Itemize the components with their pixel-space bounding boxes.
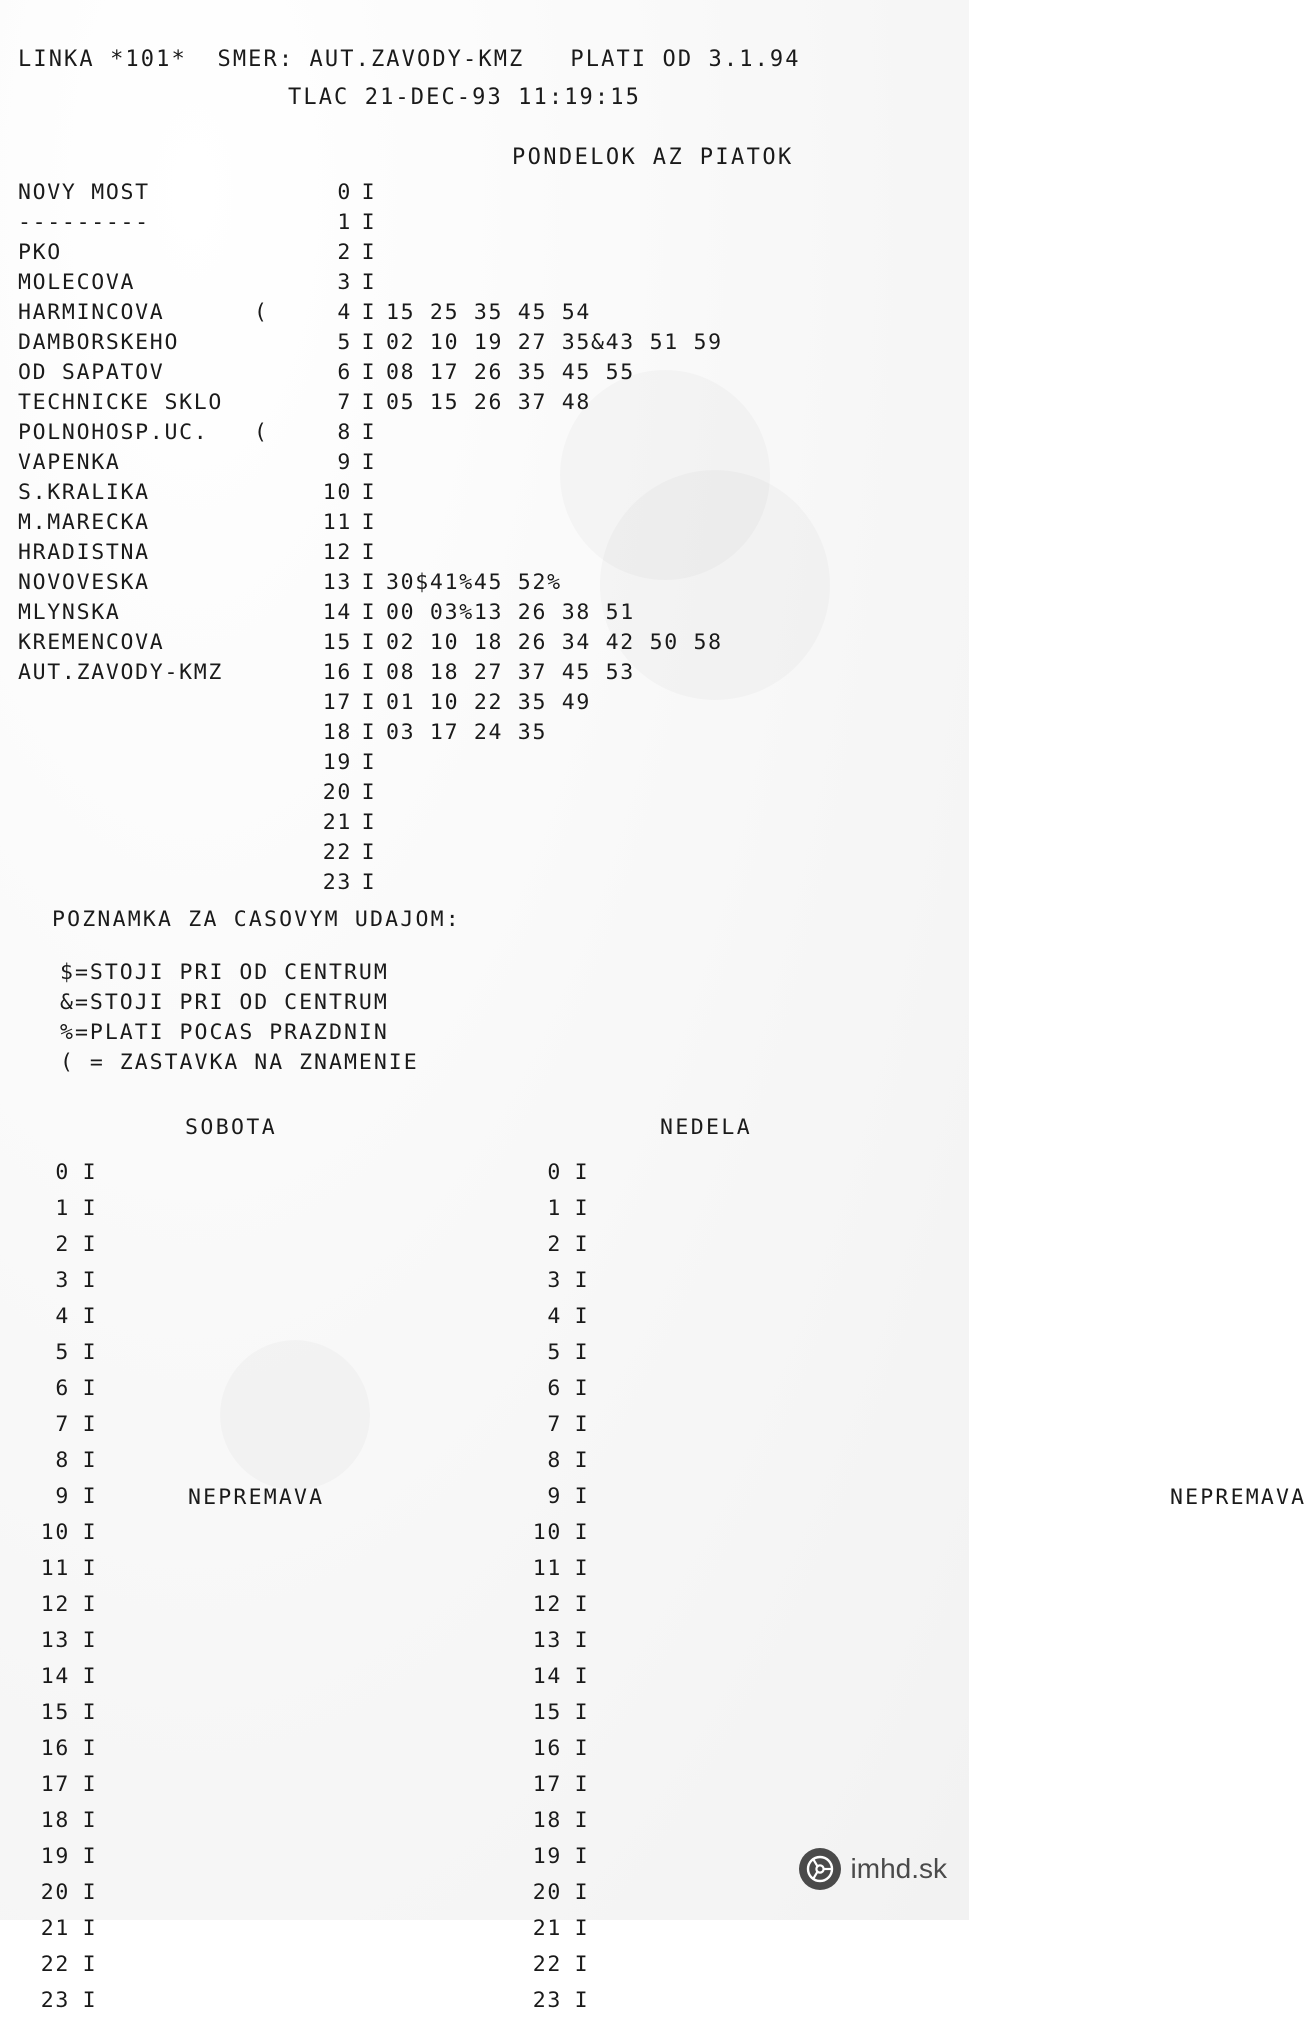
hour-separator: I [361,360,377,385]
hour-separator: I [82,1196,98,1221]
hour-cell: 12 [40,1592,70,1617]
timetable-row [18,328,723,358]
hour-cell: 8 [55,1448,70,1473]
stop-name: NOVY MOST [18,180,150,205]
hour-cell: 16 [40,1736,70,1761]
hour-cell: 22 [322,840,352,865]
hour-separator: I [361,420,377,445]
minutes-cell: 30$41%45 52% [386,570,562,595]
hour-separator: I [574,1916,590,1941]
hour-cell: 12 [322,540,352,565]
timetable-row [18,508,723,538]
hour-cell: 18 [532,1808,562,1833]
hour-cell: 17 [322,690,352,715]
weekend-hour-row [520,1770,602,1806]
weekend-hour-row [520,1374,602,1410]
timetable-row [18,178,723,208]
hour-separator: I [361,540,377,565]
minutes-cell: 08 17 26 35 45 55 [386,360,635,385]
hour-separator: I [574,1268,590,1293]
hour-cell: 6 [547,1376,562,1401]
hour-cell: 22 [40,1952,70,1977]
hour-cell: 19 [40,1844,70,1869]
hour-cell: 23 [532,1988,562,2013]
weekend-hour-row [520,1878,602,1914]
hour-separator: I [82,1700,98,1725]
hour-separator: I [82,1268,98,1293]
hour-cell: 4 [337,300,352,325]
hour-separator: I [574,1988,590,2013]
stop-name: PKO [18,240,62,265]
hour-separator: I [574,1412,590,1437]
weekend-hour-row [28,1878,110,1914]
weekend-hour-row [28,1914,110,1950]
weekend-hour-row [520,1230,602,1266]
timetable-row [18,538,723,568]
hour-separator: I [82,1880,98,1905]
hour-separator: I [82,1304,98,1329]
hour-separator: I [361,210,377,235]
hour-separator: I [574,1160,590,1185]
weekend-hour-row [520,1590,602,1626]
hour-cell: 5 [337,330,352,355]
hour-cell: 3 [55,1268,70,1293]
weekday-section-title: PONDELOK AZ PIATOK [512,145,794,170]
stop-name: HRADISTNA [18,540,150,565]
timetable-row [18,208,723,238]
hour-separator: I [361,180,377,205]
stop-name: KREMENCOVA [18,630,165,655]
hour-cell: 23 [40,1988,70,2013]
stop-name: --------- [18,210,150,235]
hour-cell: 13 [532,1628,562,1653]
weekday-timetable [18,178,723,898]
hour-cell: 5 [547,1340,562,1365]
hour-cell: 13 [322,570,352,595]
steering-wheel-icon [799,1848,841,1890]
request-stop-marker: ( [254,300,269,325]
hour-separator: I [574,1448,590,1473]
timetable-row [18,238,723,268]
timetable-row [18,718,723,748]
weekend-hour-row [28,1266,110,1302]
timetable-row [18,808,723,838]
hour-cell: 18 [40,1808,70,1833]
hour-separator: I [361,270,377,295]
weekend-hour-row [28,1950,110,1986]
watermark-text: imhd.sk [850,1853,947,1884]
weekend-hour-row [520,1446,602,1482]
weekend-hour-row [520,1950,602,1986]
weekend-hour-row [28,1842,110,1878]
hour-separator: I [574,1232,590,1257]
hour-separator: I [361,690,377,715]
notes-title: POZNAMKA ZA CASOVYM UDAJOM: [52,907,461,932]
weekend-hour-row [520,1698,602,1734]
hour-cell: 21 [322,810,352,835]
hour-cell: 10 [322,480,352,505]
hour-cell: 16 [322,660,352,685]
hour-cell: 17 [40,1772,70,1797]
hour-separator: I [82,1916,98,1941]
minutes-cell: 08 18 27 37 45 53 [386,660,635,685]
weekend-hour-row [28,1158,110,1194]
saturday-hour-rows [28,1158,110,2022]
hour-separator: I [574,1592,590,1617]
minutes-cell: 02 10 19 27 35&43 51 59 [386,330,723,355]
stop-name: M.MARECKA [18,510,150,535]
hour-cell: 19 [532,1844,562,1869]
timetable-row [18,478,723,508]
weekend-hour-row [520,1410,602,1446]
minutes-cell: 00 03%13 26 38 51 [386,600,635,625]
weekend-hour-row [28,1734,110,1770]
minutes-cell: 15 25 35 45 54 [386,300,592,325]
notes-list [60,958,419,1078]
sunday-hour-rows [520,1158,602,2022]
hour-cell: 7 [337,390,352,415]
note-line: ( = ZASTAVKA NA ZNAMENIE [60,1050,419,1075]
hour-cell: 20 [532,1880,562,1905]
hour-separator: I [82,1808,98,1833]
hour-cell: 17 [532,1772,562,1797]
hour-separator: I [574,1736,590,1761]
hour-separator: I [361,840,377,865]
hour-cell: 7 [547,1412,562,1437]
weekend-hour-row [520,1158,602,1194]
hour-cell: 3 [337,270,352,295]
hour-cell: 8 [337,420,352,445]
hour-cell: 14 [40,1664,70,1689]
hour-separator: I [82,1376,98,1401]
hour-separator: I [574,1484,590,1509]
hour-cell: 19 [322,750,352,775]
hour-cell: 11 [532,1556,562,1581]
hour-separator: I [574,1196,590,1221]
weekend-hour-row [520,1806,602,1842]
weekend-hour-row [28,1770,110,1806]
hour-separator: I [82,1772,98,1797]
hour-cell: 6 [55,1376,70,1401]
weekend-hour-row [520,1662,602,1698]
hour-cell: 10 [40,1520,70,1545]
weekend-hour-row [28,1806,110,1842]
hour-cell: 10 [532,1520,562,1545]
weekend-hour-row [28,1410,110,1446]
timetable-row [18,568,723,598]
hour-cell: 21 [532,1916,562,1941]
hour-separator: I [82,1952,98,1977]
weekend-hour-row [28,1518,110,1554]
stop-name: MLYNSKA [18,600,121,625]
weekend-hour-row [520,1302,602,1338]
hour-cell: 13 [40,1628,70,1653]
timetable-row [18,448,723,478]
timetable-row [18,628,723,658]
hour-separator: I [574,1844,590,1869]
hour-separator: I [574,1952,590,1977]
timetable-row [18,658,723,688]
stop-name: VAPENKA [18,450,121,475]
weekend-hour-row [28,1554,110,1590]
saturday-no-service-note: NEPREMAVA [188,1485,325,1510]
weekend-hour-row [520,1734,602,1770]
weekend-hour-row [28,1482,110,1518]
hour-cell: 11 [322,510,352,535]
hour-cell: 6 [337,360,352,385]
hour-separator: I [574,1664,590,1689]
hour-cell: 2 [55,1232,70,1257]
timetable-row [18,388,723,418]
weekend-hour-row [28,1194,110,1230]
hour-separator: I [82,1736,98,1761]
hour-separator: I [361,750,377,775]
hour-separator: I [574,1340,590,1365]
weekend-hour-row [28,1626,110,1662]
timetable-row [18,598,723,628]
weekend-hour-row [28,1230,110,1266]
hour-cell: 2 [547,1232,562,1257]
imhd-watermark [799,1848,947,1890]
hour-cell: 4 [547,1304,562,1329]
sunday-no-service-note: NEPREMAVA [1170,1485,1306,1510]
hour-separator: I [361,870,377,895]
hour-cell: 15 [40,1700,70,1725]
weekend-hour-row [520,1194,602,1230]
hour-separator: I [82,1520,98,1545]
hour-separator: I [361,570,377,595]
hour-cell: 4 [55,1304,70,1329]
hour-separator: I [574,1772,590,1797]
weekend-hour-row [520,1842,602,1878]
hour-separator: I [82,1664,98,1689]
weekend-hour-row [28,1446,110,1482]
hour-separator: I [574,1520,590,1545]
hour-cell: 9 [547,1484,562,1509]
hour-cell: 22 [532,1952,562,1977]
hour-cell: 0 [55,1160,70,1185]
minutes-cell: 05 15 26 37 48 [386,390,592,415]
hour-separator: I [361,780,377,805]
hour-cell: 5 [55,1340,70,1365]
hour-cell: 11 [40,1556,70,1581]
weekend-hour-row [520,1482,602,1518]
stop-name: S.KRALIKA [18,480,150,505]
hour-separator: I [574,1880,590,1905]
hour-separator: I [574,1376,590,1401]
request-stop-marker: ( [254,420,269,445]
timetable-row [18,748,723,778]
timetable-row [18,868,723,898]
hour-separator: I [361,480,377,505]
hour-cell: 2 [337,240,352,265]
hour-separator: I [82,1556,98,1581]
weekend-hour-row [520,1986,602,2022]
stop-name: DAMBORSKEHO [18,330,180,355]
hour-separator: I [82,1844,98,1869]
hour-separator: I [361,240,377,265]
stop-name: AUT.ZAVODY-KMZ [18,660,224,685]
hour-separator: I [361,600,377,625]
paper-stain [220,1340,370,1490]
timetable-row [18,688,723,718]
timetable-row [18,298,723,328]
hour-cell: 9 [55,1484,70,1509]
hour-separator: I [574,1808,590,1833]
stop-name: NOVOVESKA [18,570,150,595]
hour-cell: 21 [40,1916,70,1941]
hour-cell: 20 [40,1880,70,1905]
hour-cell: 15 [322,630,352,655]
weekend-hour-row [28,1338,110,1374]
header-line-print-timestamp: TLAC 21-DEC-93 11:19:15 [288,85,641,110]
hour-separator: I [82,1484,98,1509]
weekend-hour-row [520,1626,602,1662]
hour-separator: I [574,1700,590,1725]
timetable-row [18,268,723,298]
weekend-hour-row [28,1374,110,1410]
hour-separator: I [82,1988,98,2013]
hour-separator: I [361,390,377,415]
hour-cell: 20 [322,780,352,805]
hour-separator: I [574,1304,590,1329]
hour-cell: 23 [322,870,352,895]
header-line-route: LINKA *101* SMER: AUT.ZAVODY-KMZ PLATI OD 3.1.94 [18,47,801,72]
hour-separator: I [82,1160,98,1185]
hour-cell: 1 [547,1196,562,1221]
hour-cell: 3 [547,1268,562,1293]
hour-cell: 12 [532,1592,562,1617]
hour-cell: 9 [337,450,352,475]
hour-cell: 14 [532,1664,562,1689]
timetable-row [18,838,723,868]
weekend-hour-row [520,1338,602,1374]
hour-cell: 0 [337,180,352,205]
hour-cell: 15 [532,1700,562,1725]
note-line: $=STOJI PRI OD CENTRUM [60,960,389,985]
stop-name: POLNOHOSP.UC. [18,420,209,445]
hour-separator: I [82,1412,98,1437]
sunday-title: NEDELA [660,1115,753,1140]
minutes-cell: 03 17 24 35 [386,720,548,745]
minutes-cell: 01 10 22 35 49 [386,690,592,715]
hour-cell: 8 [547,1448,562,1473]
note-line: %=PLATI POCAS PRAZDNIN [60,1020,389,1045]
stop-name: MOLECOVA [18,270,136,295]
hour-separator: I [82,1592,98,1617]
stop-name: HARMINCOVA [18,300,165,325]
timetable-row [18,418,723,448]
hour-separator: I [82,1232,98,1257]
hour-cell: 14 [322,600,352,625]
weekend-hour-row [28,1590,110,1626]
hour-separator: I [361,810,377,835]
timetable-row [18,778,723,808]
stop-name: TECHNICKE SKLO [18,390,224,415]
hour-separator: I [574,1628,590,1653]
weekend-hour-row [520,1518,602,1554]
weekend-hour-row [28,1662,110,1698]
saturday-title: SOBOTA [185,1115,278,1140]
hour-separator: I [361,660,377,685]
hour-cell: 16 [532,1736,562,1761]
hour-cell: 1 [337,210,352,235]
hour-separator: I [82,1448,98,1473]
weekend-hour-row [28,1302,110,1338]
stop-name: OD SAPATOV [18,360,165,385]
hour-separator: I [82,1340,98,1365]
hour-cell: 1 [55,1196,70,1221]
weekend-hour-row [28,1698,110,1734]
hour-separator: I [82,1628,98,1653]
weekend-hour-row [520,1914,602,1950]
minutes-cell: 02 10 18 26 34 42 50 58 [386,630,723,655]
hour-separator: I [361,720,377,745]
hour-separator: I [361,300,377,325]
hour-separator: I [361,630,377,655]
hour-cell: 18 [322,720,352,745]
hour-cell: 0 [547,1160,562,1185]
note-line: &=STOJI PRI OD CENTRUM [60,990,389,1015]
hour-separator: I [361,330,377,355]
hour-cell: 7 [55,1412,70,1437]
hour-separator: I [361,510,377,535]
hour-separator: I [361,450,377,475]
timetable-row [18,358,723,388]
hour-separator: I [574,1556,590,1581]
weekend-hour-row [520,1266,602,1302]
weekend-hour-row [520,1554,602,1590]
weekend-hour-row [28,1986,110,2022]
